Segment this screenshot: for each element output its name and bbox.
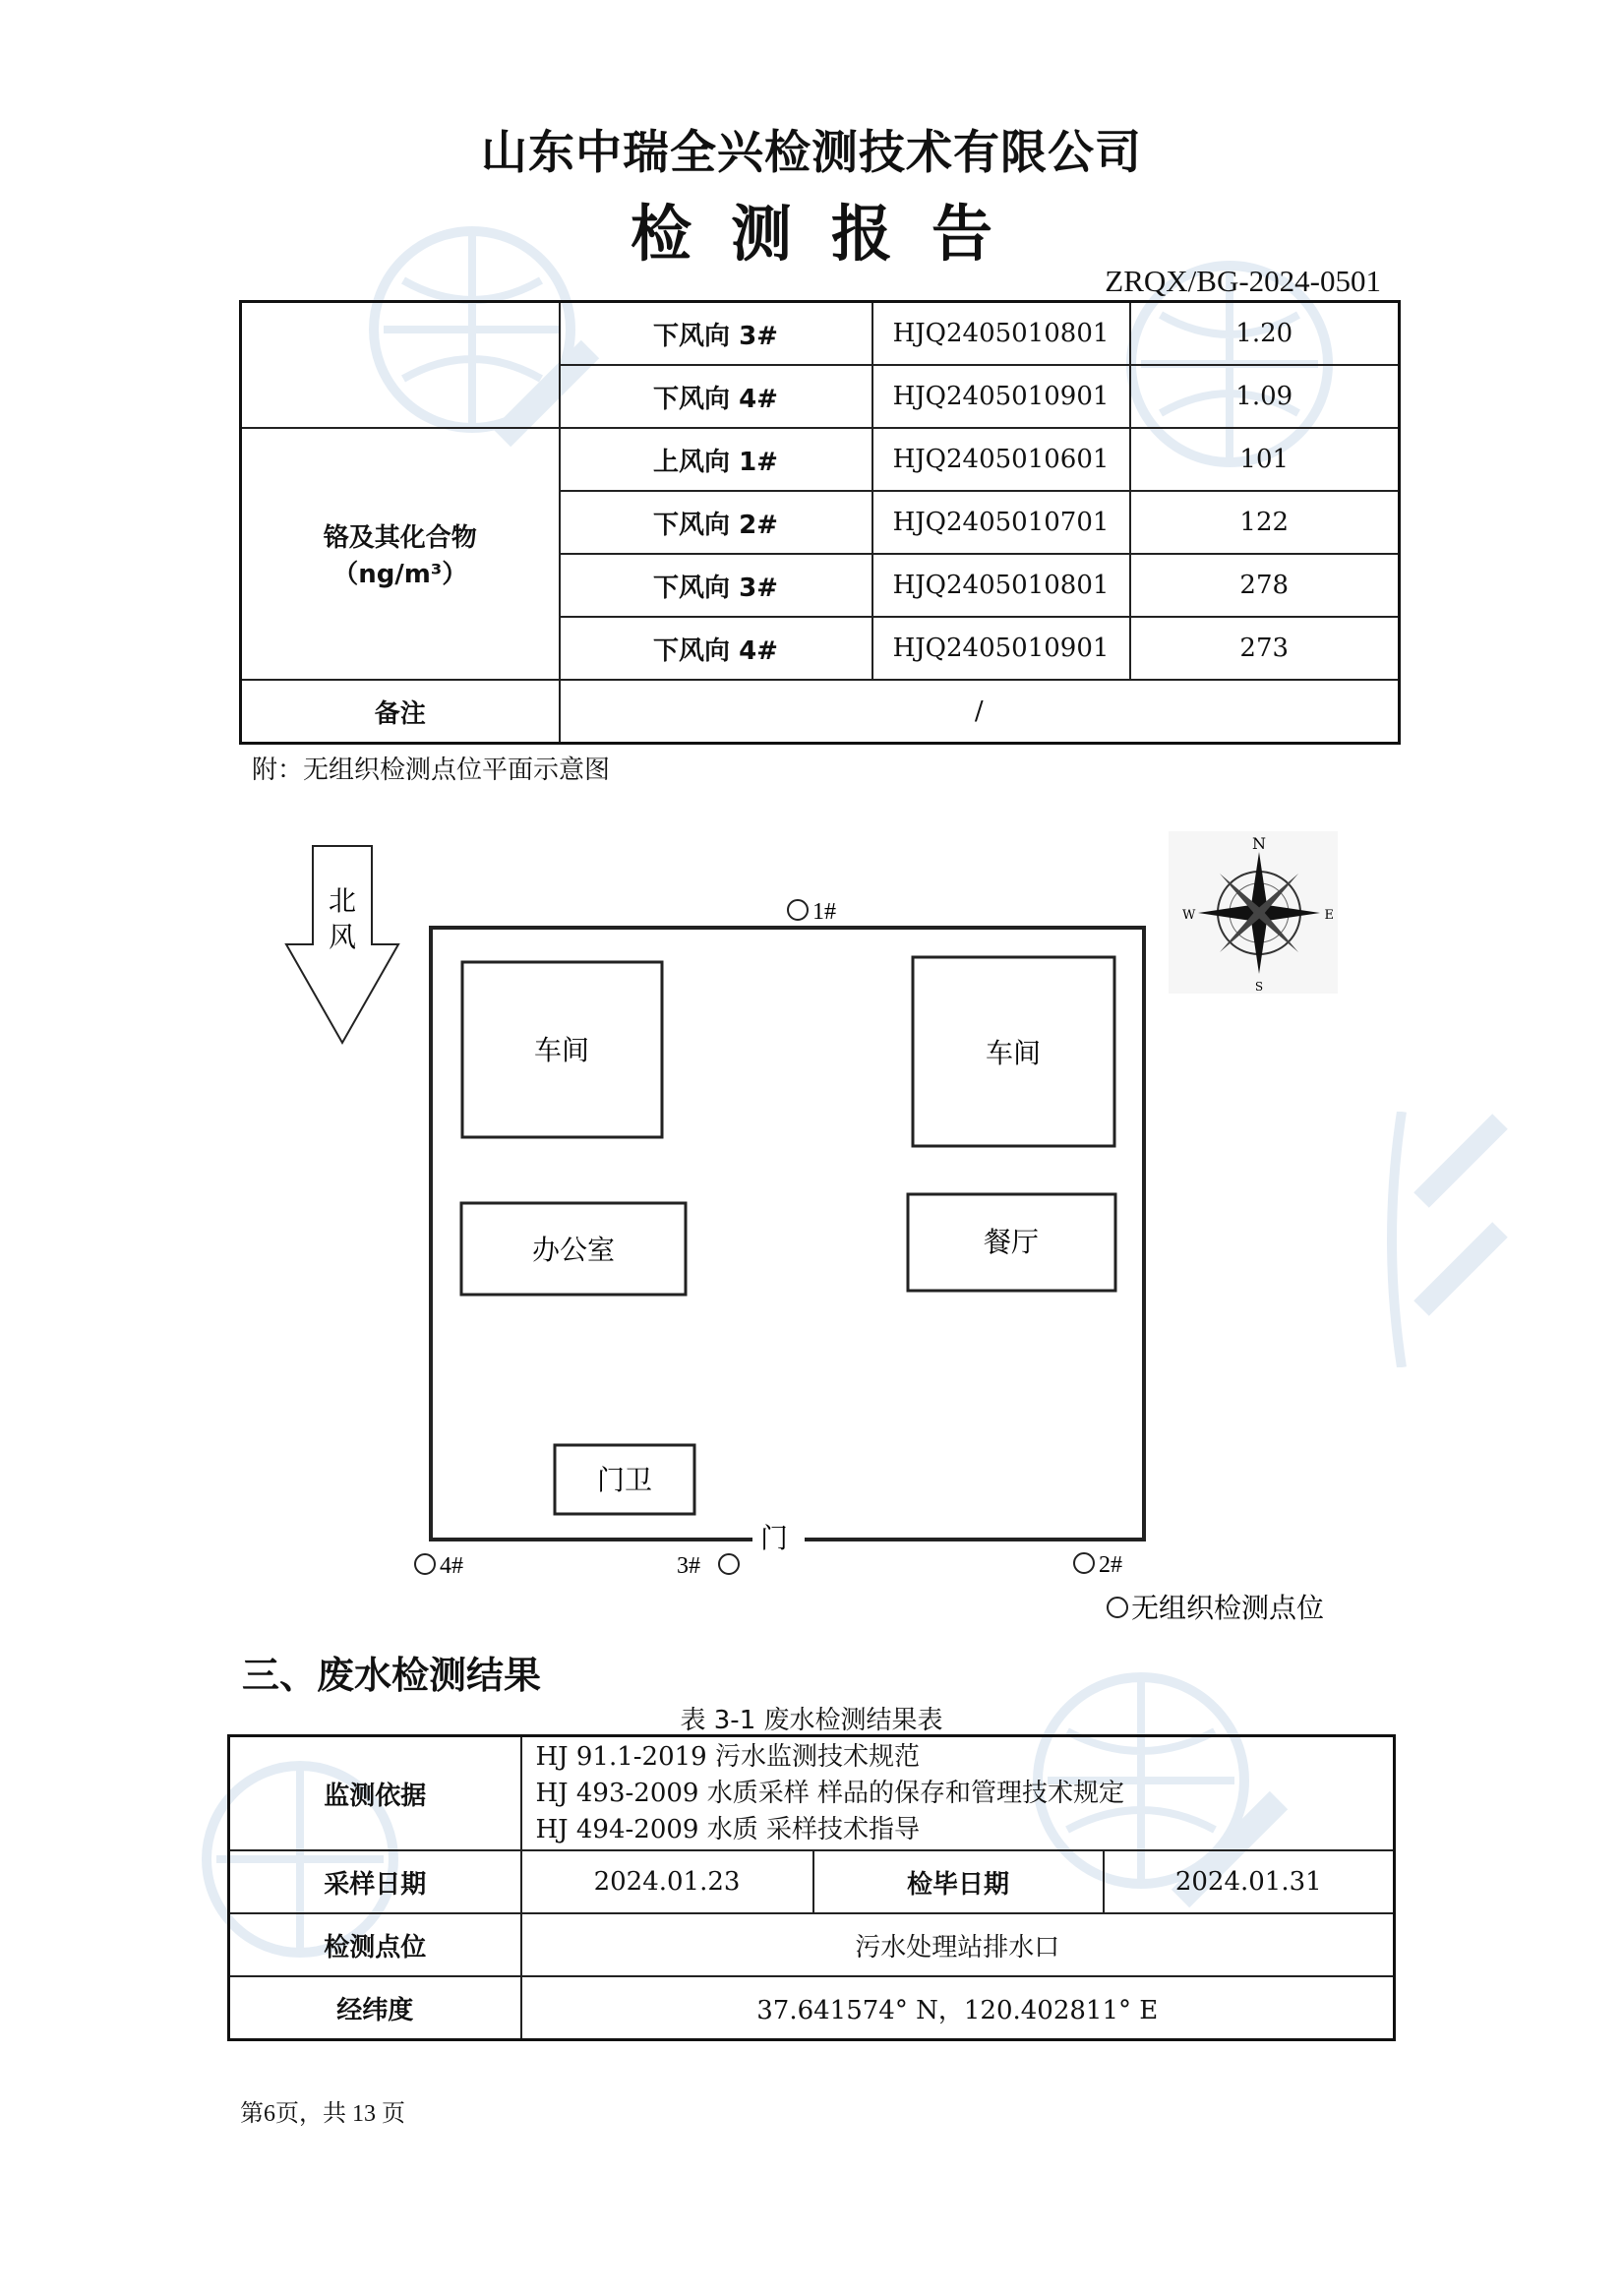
value-cell: 101 [1130, 428, 1400, 491]
item-cell [241, 428, 560, 680]
compass-w: W [1182, 908, 1196, 923]
workshop-left-label: 车间 [533, 1034, 590, 1066]
table-row [229, 1913, 1395, 1976]
wastewater-table [227, 1734, 1396, 2041]
point-1-marker-icon [788, 900, 808, 920]
sampling-date-value: 2024.01.23 [521, 1850, 813, 1913]
basis-line: HJ 494-2009 水质 采样技术指导 [535, 1814, 920, 1844]
point-3-marker-icon [719, 1554, 739, 1574]
table-row [241, 680, 1400, 744]
table-row [241, 428, 1400, 491]
item-cell-empty [241, 302, 560, 429]
compass-n: N [1252, 834, 1266, 853]
point-2-label: 2# [1099, 1552, 1122, 1578]
point-2-marker-icon [1074, 1553, 1094, 1573]
wind-label-1: 北 [328, 884, 357, 917]
value-cell: 278 [1130, 554, 1400, 617]
sample-id-cell: HJQ2405010901 [872, 617, 1130, 680]
gate-label: 门 [759, 1522, 789, 1554]
basis-line: HJ 91.1-2019 污水监测技术规范 [535, 1741, 920, 1772]
point-cell: 下风向 4# [560, 365, 872, 428]
item-unit: （ng/m³） [332, 560, 468, 589]
coord-value: 37.641574° N，120.402811° E [521, 1976, 1395, 2040]
table-caption: 表 3-1 废水检测结果表 [680, 1706, 943, 1735]
finish-date-value: 2024.01.31 [1104, 1850, 1395, 1913]
report-number: ZRQX/BG-2024-0501 [1105, 264, 1381, 298]
section-title: 三、废水检测结果 [242, 1654, 542, 1697]
report-title: 检测报告 [630, 198, 1032, 270]
basis-line: HJ 493-2009 水质采样 样品的保存和管理技术规定 [535, 1778, 1124, 1808]
results-table [239, 300, 1401, 745]
legend-label: 无组织检测点位 [1131, 1592, 1325, 1624]
workshop-right-label: 车间 [985, 1037, 1042, 1069]
point-cell: 下风向 2# [560, 491, 872, 554]
point-1-label: 1# [812, 899, 836, 925]
compass-icon [1169, 831, 1338, 994]
guard-room-label: 门卫 [596, 1464, 653, 1496]
sample-id-cell: HJQ2405010801 [872, 302, 1130, 366]
point-3-label: 3# [677, 1553, 700, 1579]
point-4-label: 4# [440, 1553, 463, 1579]
sampling-date-label: 采样日期 [229, 1850, 521, 1913]
value-cell: 273 [1130, 617, 1400, 680]
point-4-marker-icon [415, 1554, 435, 1574]
remark-value: / [560, 680, 1400, 744]
sample-id-cell: HJQ2405010601 [872, 428, 1130, 491]
compass-s: S [1254, 980, 1264, 994]
point-cell: 上风向 1# [560, 428, 872, 491]
finish-date-label: 检毕日期 [813, 1850, 1104, 1913]
basis-label: 监测依据 [229, 1736, 521, 1851]
legend-marker-icon [1108, 1598, 1127, 1617]
sample-id-cell: HJQ2405010901 [872, 365, 1130, 428]
point-cell: 下风向 3# [560, 554, 872, 617]
compass-e: E [1324, 908, 1334, 923]
site-plan-diagram [0, 826, 1623, 1633]
basis-value [521, 1736, 1395, 1851]
sample-id-cell: HJQ2405010701 [872, 491, 1130, 554]
point-label: 检测点位 [229, 1913, 521, 1976]
canteen-label: 餐厅 [983, 1226, 1040, 1258]
value-cell: 1.09 [1130, 365, 1400, 428]
value-cell: 122 [1130, 491, 1400, 554]
sample-id-cell: HJQ2405010801 [872, 554, 1130, 617]
office-label: 办公室 [531, 1234, 616, 1266]
item-name: 铬及其化合物 [323, 523, 477, 553]
point-value: 污水处理站排水口 [521, 1913, 1395, 1976]
table-row [229, 1736, 1395, 1851]
table-row [229, 1850, 1395, 1913]
coord-label: 经纬度 [229, 1976, 521, 2040]
value-cell: 1.20 [1130, 302, 1400, 366]
point-cell: 下风向 4# [560, 617, 872, 680]
wind-label-2: 风 [328, 921, 357, 953]
appendix-label: 附：无组织检测点位平面示意图 [252, 755, 611, 785]
point-cell: 下风向 3# [560, 302, 872, 366]
table-row [229, 1976, 1395, 2040]
page-footer: 第6页，共 13 页 [240, 2101, 405, 2127]
table-row [241, 302, 1400, 366]
company-name: 山东中瑞全兴检测技术有限公司 [481, 126, 1142, 180]
remark-label: 备注 [241, 680, 560, 744]
